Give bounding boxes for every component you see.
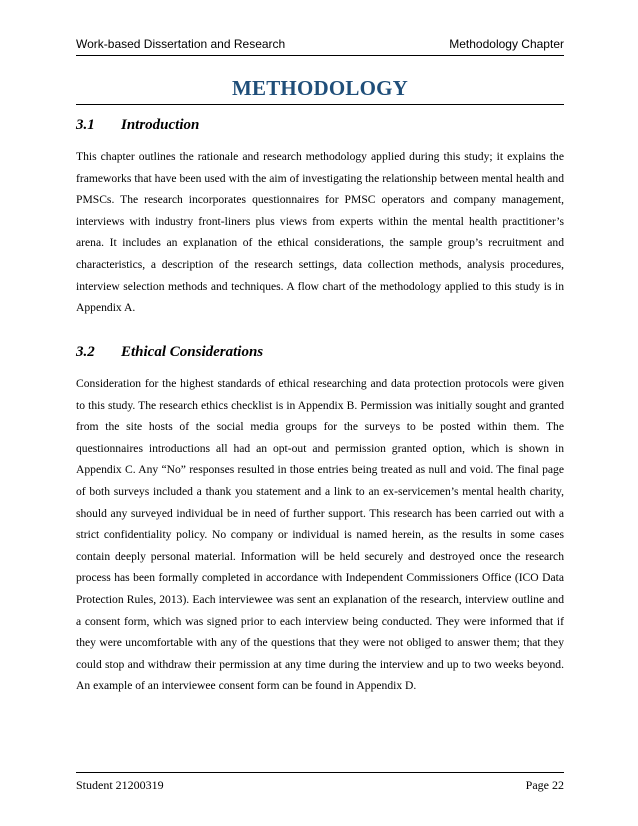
page-footer [76,778,564,793]
page-title: METHODOLOGY [231,76,409,100]
footer-page-number: Page 22 [525,778,564,792]
title-divider [76,104,564,105]
header-document-title: Work-based Dissertation and Research [76,37,286,51]
page-header [76,37,564,51]
section-number: 3.1 [76,117,95,133]
header-chapter-title: Methodology Chapter [449,37,564,51]
section-number: 3.2 [76,344,95,360]
header-divider [76,55,564,56]
section-body-introduction: This chapter outlines the rationale and research methodology applied during this study; it explains the frameworks that have been used with the aim of investigating the relationship between mental health and PMSCs. The research incorporates questionnaires for PMSC operators and company management, interviews with industry front-liners plus views from experts within the mental health practitioner’s arena. It includes an explanation of the ethical considerations, the sample group’s recruitment and characteristics, a description of the research settings, data collection methods, analysis procedures, interview selection methods and techniques. A flow chart of the methodology applied to this study is in Appendix A. [76,150,564,315]
section-body-ethical-considerations: Consideration for the highest standards of ethical researching and data protection protocols were given to this study. The research ethics checklist is in Appendix B. Permission was initially sought and granted from the site hosts of the social media groups for the surveys to be posted within them. The questionnaires introductions all had an opt-out and permission granted option, which is shown in Appendix C. Any “No” responses resulted in those entries being treated as null and void. The final page of both surveys included a thank you statement and a link to an ex-servicemen’s mental health charity, should any surveyed individual be in need of further support. This research has been carried out with a strict confidentiality policy. No company or individual is named herein, as the results in some cases contain deeply personal material. Information will be held securely and destroyed once the research process has been formally completed in accordance with Independent Commissioners Office (ICO Data Protection Rules, 2013). Each interviewee was sent an explanation of the research, interview outline and a consent form, which was signed prior to each interview being conducted. They were informed that if they were uncomfortable with any of the questions that they were not obliged to answer them; that they could stop and withdraw their permission at any time during the interview and up to two weeks beyond. An example of an interviewee consent form can be found in Appendix D. [76,377,564,693]
section-heading-ethical-considerations [76,344,263,361]
footer-divider [76,772,564,773]
section-heading-introduction [76,117,199,134]
section-title: Ethical Considerations [121,344,264,360]
section-title: Introduction [121,117,200,133]
footer-student-id: Student 21200319 [76,778,164,792]
